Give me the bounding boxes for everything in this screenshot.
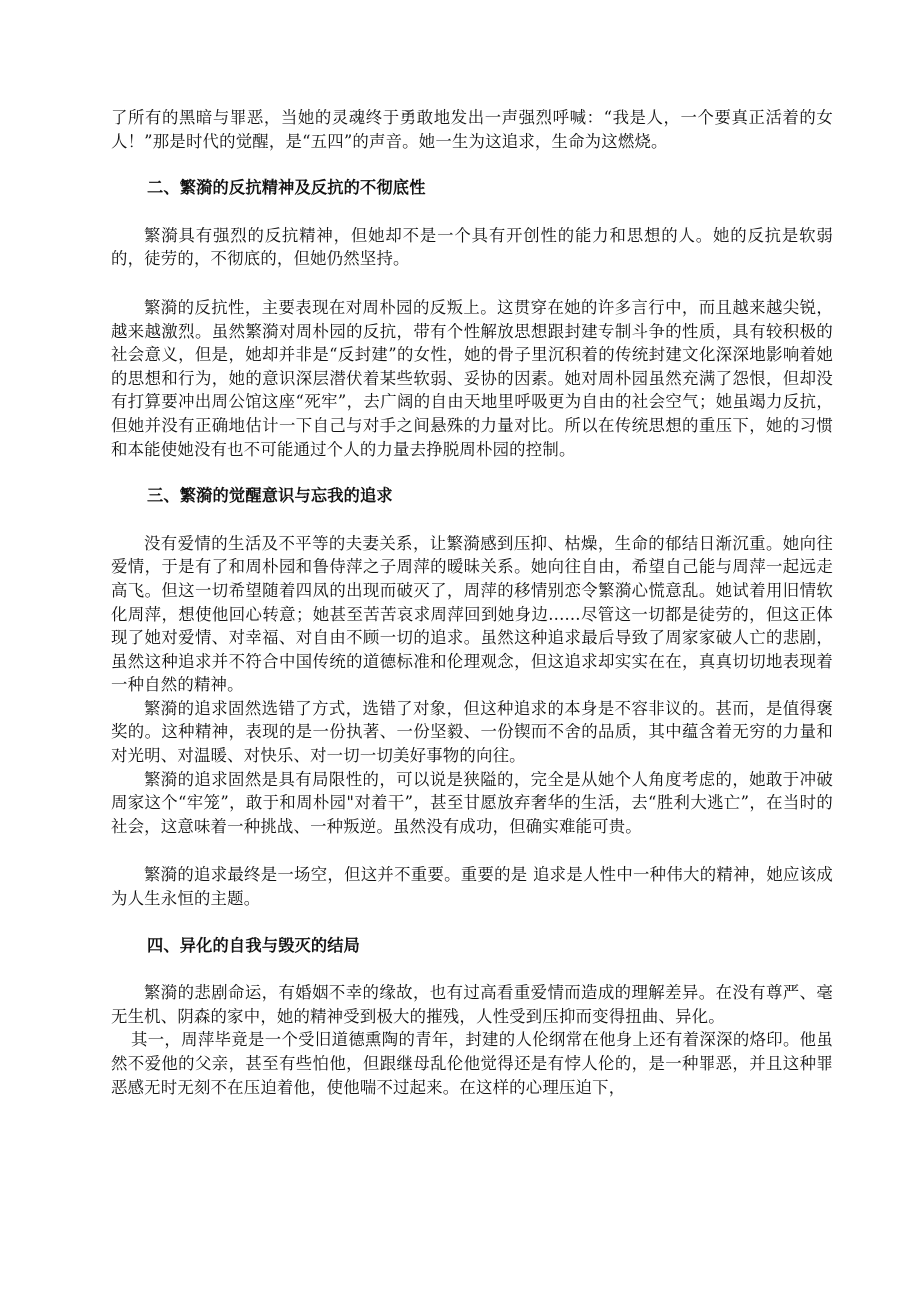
section-heading-3: 三、繁漪的觉醒意识与忘我的追求 xyxy=(147,486,393,506)
paragraph-4-2: 其一，周萍毕竟是一个受旧道德熏陶的青年，封建的人伦纲常在他身上还有着深深的烙印。他虽然不爱他的父亲，甚至有些怕他，但跟继母乱伦他觉得还是有悖人伦的，是一种罪恶，并且这种罪恶感无时无刻不在压迫着他，使他喘不过起来。在这样的心理压迫下， xyxy=(111,1030,833,1097)
paragraph-3-3: 繁漪的追求固然是具有局限性的，可以说是狭隘的，完全是从她个人角度考虑的，她敢于冲破周家这个“牢笼”，敢于和周朴园"对着干”，甚至甘愿放弃奢华的生活，去“胜利大逃亡”，在当时的社会，这意味着一种挑战、一种叛逆。虽然没有成功，但确实难能可贵。 xyxy=(111,769,833,836)
paragraph-3-1: 没有爱情的生活及不平等的夫妻关系，让繁漪感到压抑、枯燥，生命的郁结日渐沉重。她向往爱情，于是有了和周朴园和鲁侍萍之子周萍的暧昧关系。她向往自由，希望自己能与周萍一起远走高飞。但这一切希望随着四凤的出现而破灭了，周萍的移情别恋令繁漪心慌意乱。她试着用旧情软化周萍，想使他回心转意；她甚至苦苦哀求周萍回到她身边......尽管这一切都是徒劳的，但这正体现了她对爱情、对幸福、对自由不顾一切的追求。虽然这种追求最后导致了周家家破人亡的悲剧，虽然这种追求并不符合中国传统的道德标准和伦理观念，但这追求却实实在在，真真切切地表现着一种自然的精神。 xyxy=(111,533,833,695)
paragraph-intro: 了所有的黑暗与罪恶，当她的灵魂终于勇敢地发出一声强烈呼喊：“我是人，一个要真正活着的女人！”那是时代的觉醒，是“五四”的声音。她一生为这追求，生命为这燃烧。 xyxy=(111,108,833,151)
paragraph-3-4: 繁漪的追求最终是一场空，但这并不重要。重要的是 追求是人性中一种伟大的精神，她应该成为人生永恒的主题。 xyxy=(111,865,833,909)
paragraph-4-1: 繁漪的悲剧命运，有婚姻不幸的缘故，也有过高看重爱情而造成的理解差异。在没有尊严、毫无生机、阴森的家中，她的精神受到极大的摧残，人性受到压抑而变得扭曲、异化。 xyxy=(111,983,833,1026)
paragraph-2-2: 繁漪的反抗性，主要表现在对周朴园的反叛上。这贯穿在她的许多言行中，而且越来越尖锐，越来越激烈。虽然繁漪对周朴园的反抗，带有个性解放思想跟封建专制斗争的性质，具有较积极的社会意义，但是，她却并非是“反封建”的女性，她的骨子里沉积着的传统封建文化深深地影响着她的思想和行为，她的意识深层潜伏着某些软弱、妥协的因素。她对周朴园虽然充满了怨恨，但却没有打算要冲出周公馆这座“死牢”，去广阔的自由天地里呼吸更为自由的社会空气；她虽竭力反抗，但她并没有正确地估计一下自己与对手之间悬殊的力量对比。所以在传统思想的重压下，她的习惯和本能使她没有也不可能通过个人的力量去挣脱周朴园的控制。 xyxy=(111,297,833,459)
document-body xyxy=(111,106,833,1099)
paragraph-2-1: 繁漪具有强烈的反抗精神，但她却不是一个具有开创性的能力和思想的人。她的反抗是软弱的，徒劳的，不彻底的，但她仍然坚持。 xyxy=(111,225,833,269)
paragraph-3-2: 繁漪的追求固然选错了方式，选错了对象，但这种追求的本身是不容非议的。甚而，是值得褒奖的。这种精神，表现的是一份执著、一份坚毅、一份锲而不舍的品质，其中蕴含着无穷的力量和对光明、对温暖、对快乐、对一切一切美好事物的向往。 xyxy=(111,698,833,766)
section-heading-2: 二、繁漪的反抗精神及反抗的不彻底性 xyxy=(147,178,426,198)
section-heading-4: 四、异化的自我与毁灭的结局 xyxy=(147,935,361,955)
